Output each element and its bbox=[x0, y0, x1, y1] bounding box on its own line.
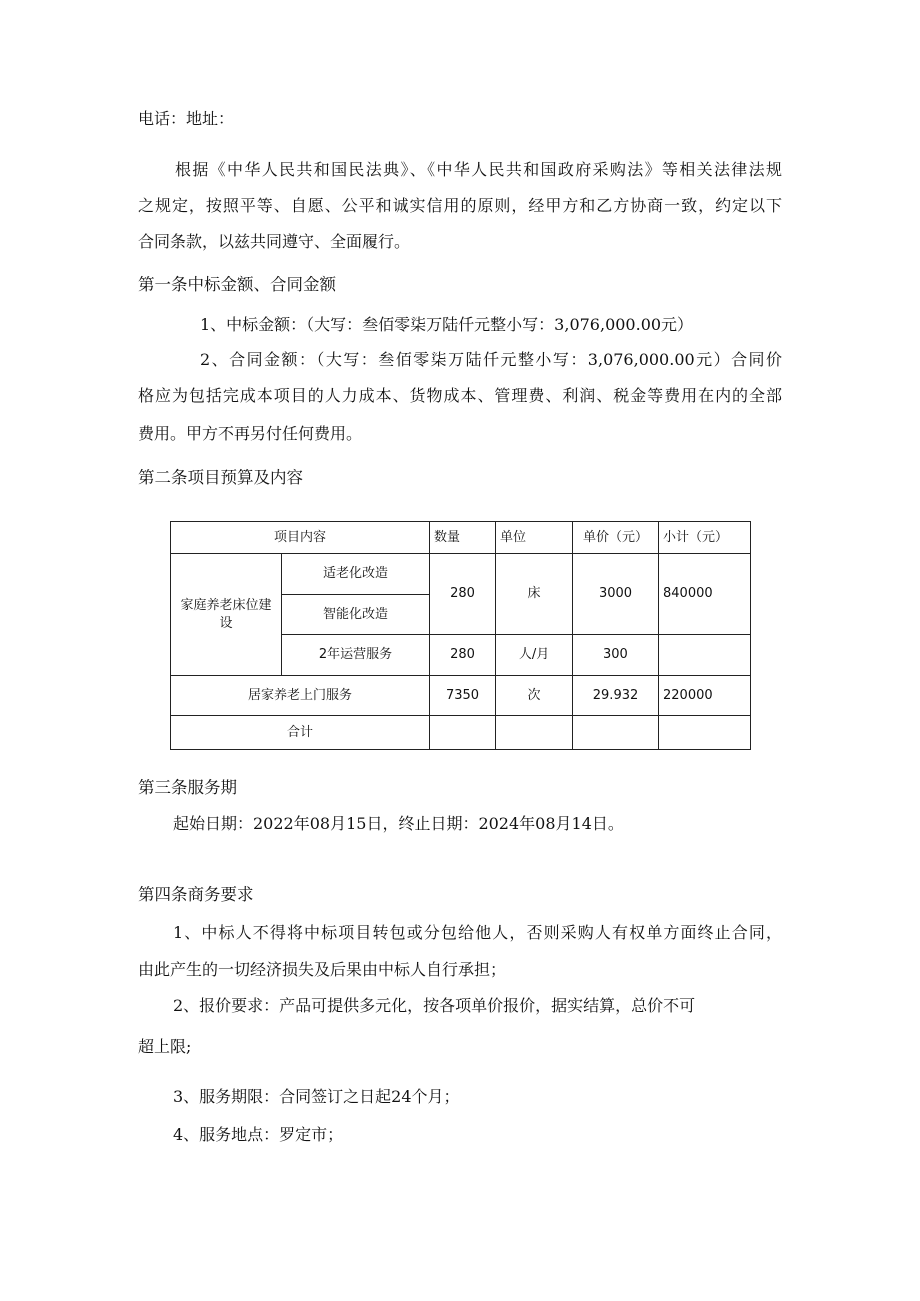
article-2-title: 第二条项目预算及内容 bbox=[138, 468, 303, 487]
table-header-row bbox=[171, 522, 751, 554]
article-4-title: 第四条商务要求 bbox=[138, 885, 254, 904]
unit-cell: 次 bbox=[496, 676, 573, 716]
merged-quantity: 280 bbox=[430, 554, 496, 635]
header-subtotal: 小计（元） bbox=[659, 522, 751, 554]
quantity-cell: 280 bbox=[430, 635, 496, 676]
merged-subtotal: 840000 bbox=[659, 554, 751, 635]
total-subtotal bbox=[659, 716, 751, 750]
item-cell: 2年运营服务 bbox=[282, 635, 430, 676]
total-unit-price bbox=[573, 716, 659, 750]
contract-amount-line-2: 格应为包括完成本项目的人力成本、货物成本、管理费、利润、税金等费用在内的全部 bbox=[138, 386, 782, 405]
total-quantity bbox=[430, 716, 496, 750]
requirement-2-line-1: 2、报价要求：产品可提供多元化，按各项单价报价，据实结算，总价不可 bbox=[173, 996, 696, 1015]
total-row bbox=[171, 716, 751, 750]
header-content: 项目内容 bbox=[171, 522, 430, 554]
unit-cell: 人/月 bbox=[496, 635, 573, 676]
intro-line-3: 合同条款，以兹共同遵守、全面履行。 bbox=[138, 232, 411, 251]
requirement-4: 4、服务地点：罗定市； bbox=[173, 1125, 344, 1144]
total-label: 合计 bbox=[171, 716, 430, 750]
service-dates: 起始日期：2022年08月15日，终止日期：2024年08月14日。 bbox=[173, 814, 624, 833]
bid-amount: 1、中标金额：（大写：叁佰零柒万陆仟元整小写：3,076,000.00元） bbox=[200, 315, 694, 334]
requirement-1-line-2: 由此产生的一切经济损失及后果由中标人自行承担； bbox=[138, 960, 507, 979]
contract-amount-line-1: 2、合同金额：（大写：叁佰零柒万陆仟元整小写：3,076,000.00元）合同价 bbox=[200, 350, 782, 369]
header-quantity: 数量 bbox=[430, 522, 496, 554]
merged-unit: 床 bbox=[496, 554, 573, 635]
unit-price-cell: 29.932 bbox=[573, 676, 659, 716]
unit-price-cell: 300 bbox=[573, 635, 659, 676]
header-unit: 单位 bbox=[496, 522, 573, 554]
article-1-title: 第一条中标金额、合同金额 bbox=[138, 275, 336, 294]
quantity-cell: 7350 bbox=[430, 676, 496, 716]
header-unit-price: 单价（元） bbox=[573, 522, 659, 554]
intro-line-1: 根据《中华人民共和国民法典》、《中华人民共和国政府采购法》等相关法律法规 bbox=[175, 160, 782, 179]
group-label: 家庭养老床位建设 bbox=[171, 554, 282, 676]
intro-line-2: 之规定，按照平等、自愿、公平和诚实信用的原则，经甲方和乙方协商一致，约定以下 bbox=[138, 196, 782, 215]
merged-unit-price: 3000 bbox=[573, 554, 659, 635]
requirement-1-line-1: 1、中标人不得将中标项目转包或分包给他人，否则采购人有权单方面终止合同， bbox=[173, 923, 782, 942]
requirement-2-line-2: 超上限; bbox=[138, 1037, 192, 1056]
home-service-item: 居家养老上门服务 bbox=[171, 676, 430, 716]
subtotal-cell: 220000 bbox=[659, 676, 751, 716]
requirement-3: 3、服务期限：合同签订之日起24个月； bbox=[173, 1087, 460, 1106]
subtotal-cell bbox=[659, 635, 751, 676]
article-3-title: 第三条服务期 bbox=[138, 778, 237, 797]
item-cell: 智能化改造 bbox=[282, 595, 430, 635]
table-row bbox=[171, 676, 751, 716]
total-unit bbox=[496, 716, 573, 750]
table-row bbox=[171, 554, 751, 595]
contract-amount-line-3: 费用。甲方不再另付任何费用。 bbox=[138, 424, 363, 443]
budget-table bbox=[170, 521, 751, 750]
contact-line: 电话：地址： bbox=[138, 109, 235, 128]
item-cell: 适老化改造 bbox=[282, 554, 430, 595]
